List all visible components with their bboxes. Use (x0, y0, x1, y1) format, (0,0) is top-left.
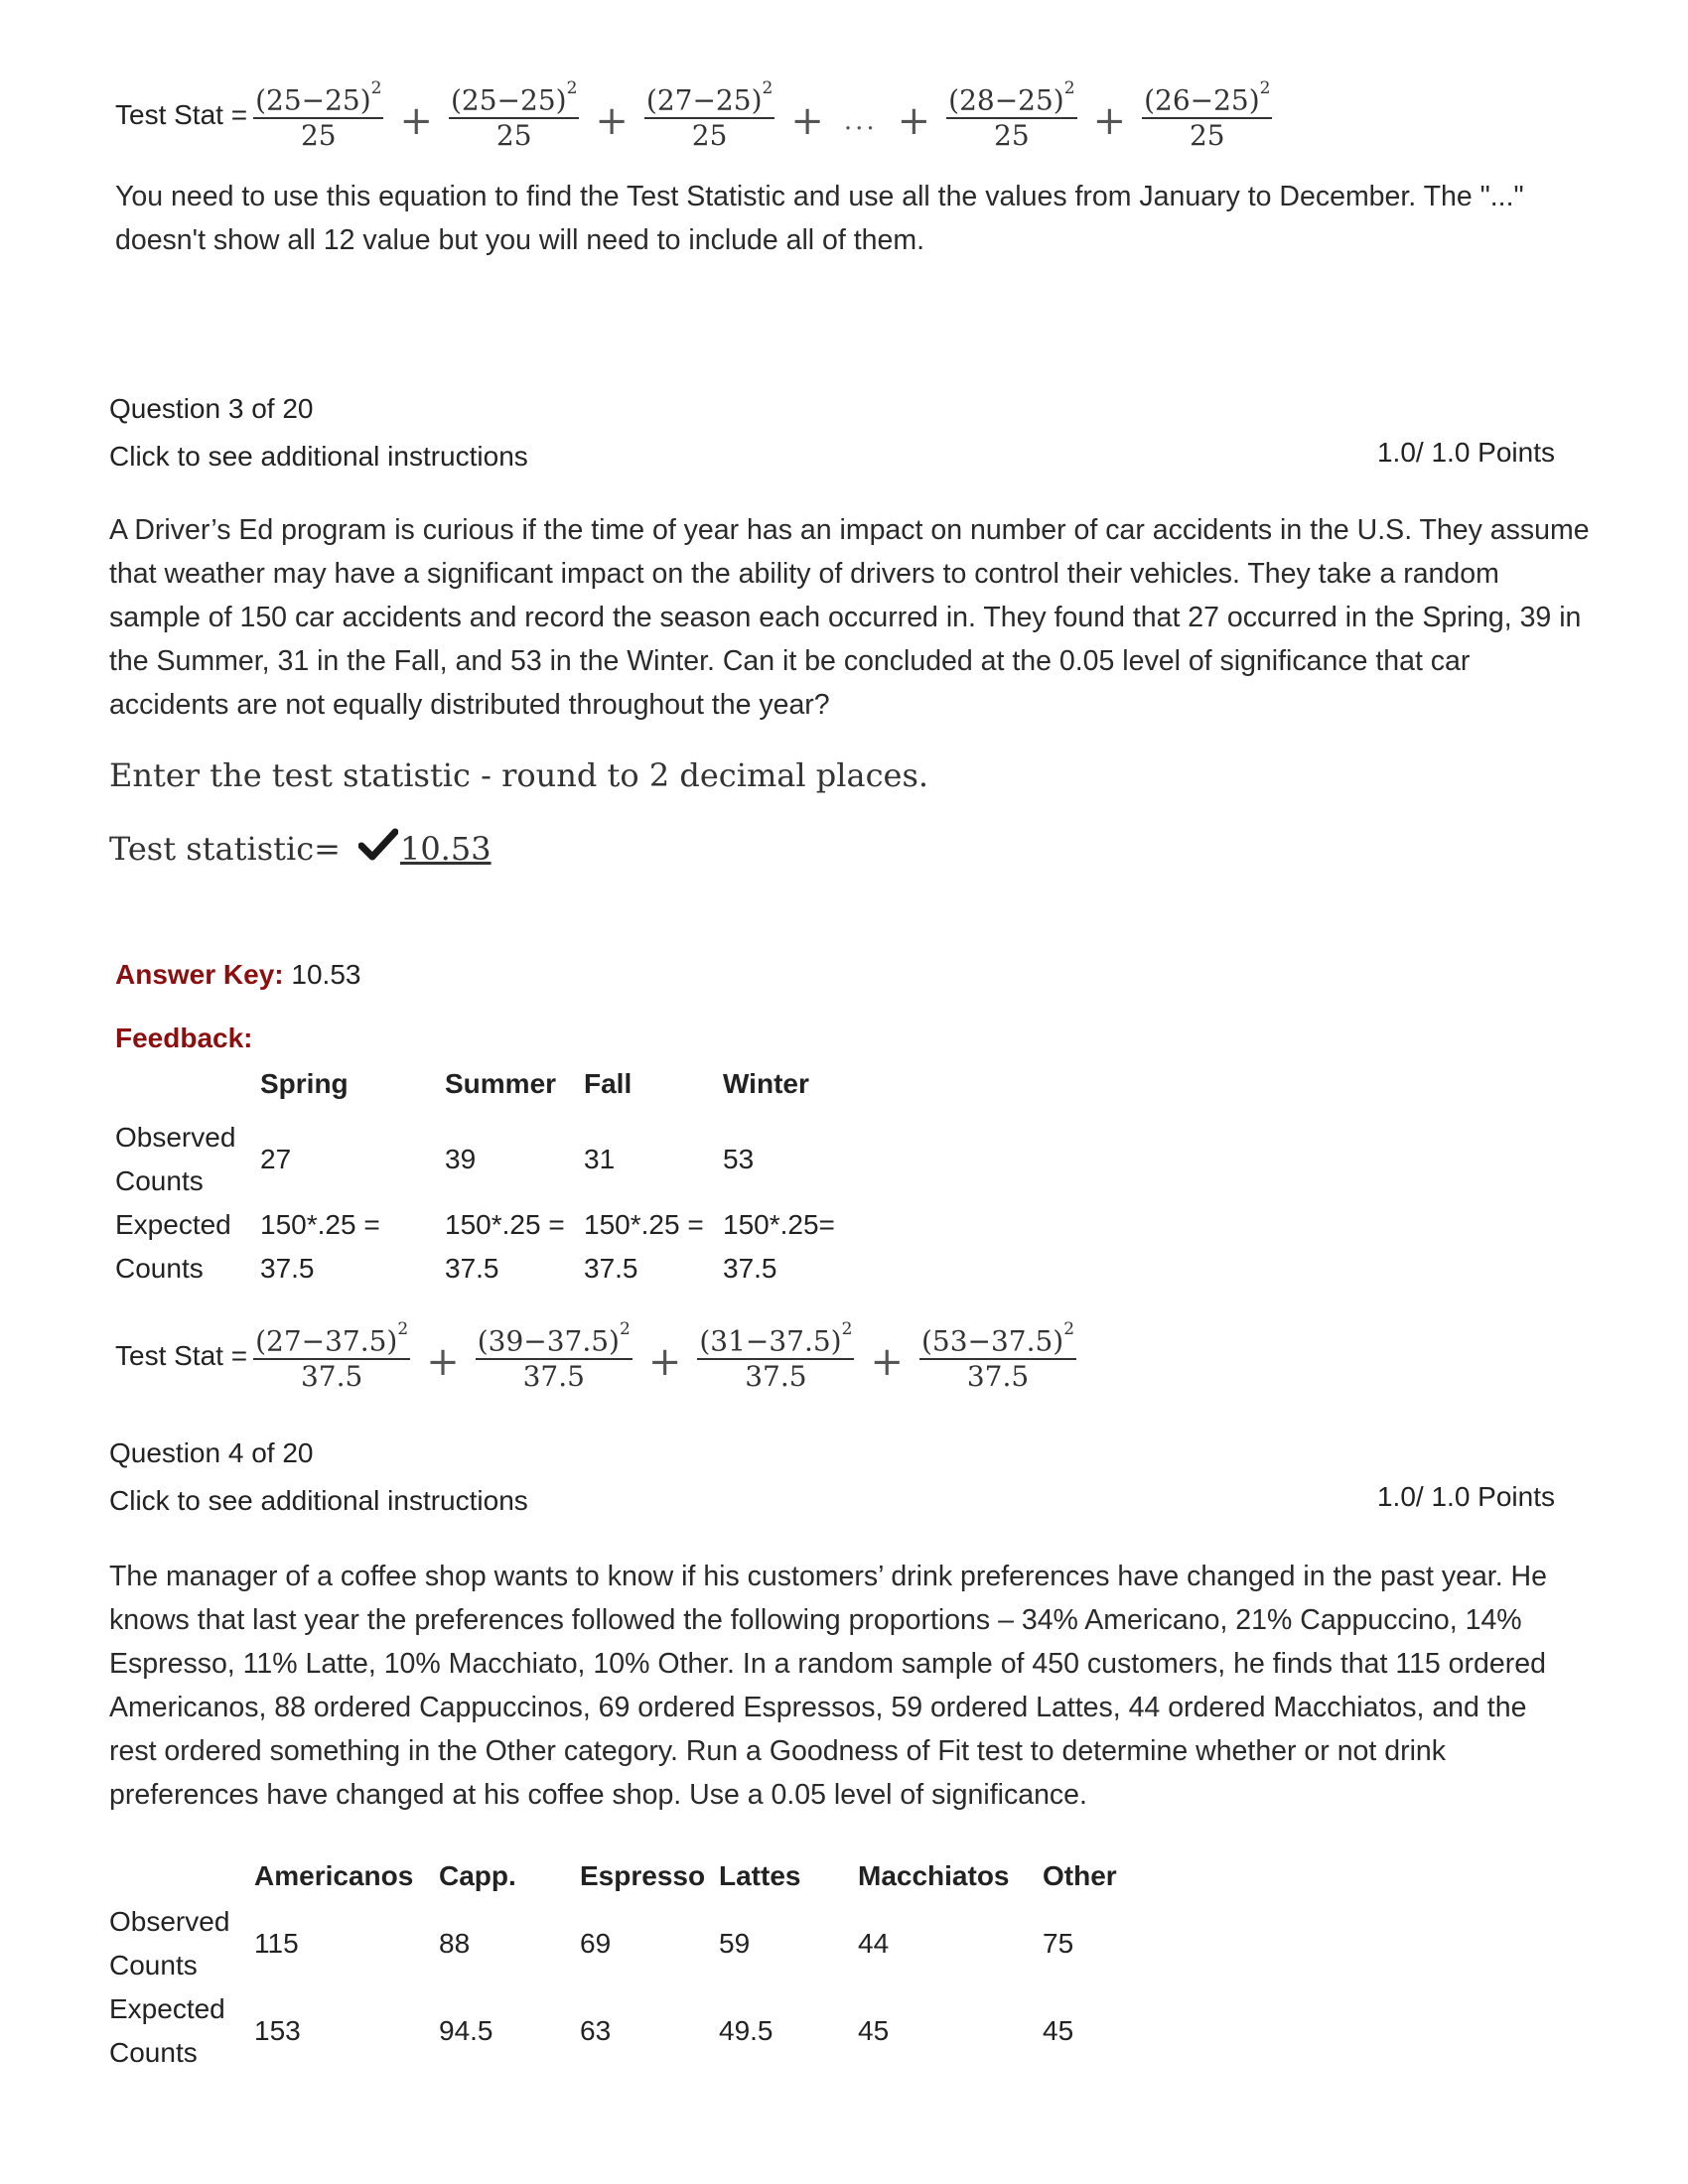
top-note-line-1: You need to use this equation to find the Test Statistic and use all the values from January to December. The "..." (115, 181, 1524, 212)
row-label: Counts (109, 1950, 198, 1980)
table-cell: 153 (254, 2015, 301, 2046)
table-cell: 45 (1043, 2015, 1074, 2046)
table-header: Americanos (254, 1860, 414, 1891)
table-header: Fall (584, 1068, 633, 1099)
formula-term: $\frac{(26-25)^2}{25}$ (1144, 78, 1271, 153)
row-label: Observed (109, 1906, 230, 1937)
answer-key-value: 10.53 (291, 959, 361, 990)
row-label: Counts (109, 2037, 198, 2068)
formula-term: $\frac{(25-25)^2}{25}$ (255, 78, 382, 153)
table-cell: 37.5 (445, 1253, 499, 1284)
formula-term: $\frac{(53-37.5)^2}{37.5}$ (920, 1319, 1075, 1394)
formula-term: $\frac{(25-25)^2}{25}$ (451, 78, 578, 153)
table-header: Lattes (719, 1860, 801, 1891)
row-label: Observed (115, 1122, 236, 1153)
table-cell: 69 (580, 1928, 612, 1959)
table-header: Summer (445, 1068, 557, 1099)
formula-label: Test Stat = (115, 99, 248, 131)
question-4-points: 1.0/ 1.0 Points (1376, 1481, 1555, 1512)
table-cell: 150*.25 = (445, 1209, 565, 1240)
table-header: Capp. (439, 1860, 516, 1891)
answer-value[interactable]: 10.53 (399, 830, 492, 868)
row-label: Expected (115, 1209, 231, 1240)
answer-key-label: Answer Key: (115, 959, 284, 990)
answer-label: Test statistic= (109, 830, 341, 868)
check-icon (358, 828, 398, 870)
table-cell: 37.5 (260, 1253, 315, 1284)
table-cell: 39 (445, 1144, 477, 1174)
table-cell: 94.5 (439, 2015, 493, 2046)
question-3-answer-row (109, 828, 492, 870)
formula-label: Test Stat = (115, 1340, 248, 1372)
top-note-line-2: doesn't show all 12 value but you will need to include all of them. (115, 224, 925, 256)
table-cell: 37.5 (723, 1253, 777, 1284)
table-cell: 75 (1043, 1928, 1074, 1959)
formula-term: $\frac{(27-25)^2}{25}$ (645, 78, 774, 153)
question-4-body: The manager of a coffee shop wants to know if his customers’ drink preferences have changed in the past year. He knows that last year the preferences followed the following proportions – 34% Americano, 21% Cappuccino, 14% Espresso, 11% Latte, 10% Macchiato, 10% Other. In a random sample of 450 customers, he finds that 115 ordered Americanos, 88 ordered Cappuccinos, 69 ordered Espressos, 59 ordered Lattes, 44 ordered Macchiatos, and the rest ordered something in the Other category. Run a Goodness of Fit test to determine whether or not drink preferences have changed at his coffee shop. Use a 0.05 level of significance. (109, 1561, 1547, 1811)
formula-term: $\frac{(31-37.5)^2}{37.5}$ (699, 1319, 853, 1394)
question-3-number: Question 3 of 20 (109, 393, 314, 424)
table-cell: 31 (584, 1144, 616, 1174)
row-label: Counts (115, 1253, 204, 1284)
row-label: Expected (109, 1993, 225, 2024)
question-3-instructions-link[interactable]: Click to see additional instructions (109, 441, 528, 472)
question-4-instructions-link[interactable]: Click to see additional instructions (109, 1485, 528, 1516)
table-cell: 53 (723, 1144, 755, 1174)
table-cell: 150*.25 = (260, 1209, 380, 1240)
table-cell: 44 (858, 1928, 890, 1959)
table-cell: 150*.25 = (584, 1209, 704, 1240)
table-cell: 49.5 (719, 2015, 774, 2046)
table-cell: 45 (858, 2015, 890, 2046)
table-cell: 150*.25= (723, 1209, 835, 1240)
table-header: Other (1043, 1860, 1117, 1891)
formula-term: $\frac{(39-37.5)^2}{37.5}$ (477, 1319, 631, 1394)
question-3-prompt: Enter the test statistic - round to 2 decimal places. (109, 756, 929, 794)
question-3-formula: Test Stat = $\frac{(27-37.5)^2}{37.5}$ + $\frac{(39-37.5)^2}{37.5}$ + $\frac{(31-37.5)^2}{37.5}$ + $\frac{(53-37.5)^2}{37.5}$ (115, 1319, 1075, 1394)
table-cell: 37.5 (584, 1253, 638, 1284)
table-cell: 88 (439, 1928, 471, 1959)
table-cell: 27 (260, 1144, 292, 1174)
table-cell: 63 (580, 2015, 612, 2046)
table-cell: 115 (254, 1928, 299, 1959)
table-cell: 59 (719, 1928, 751, 1959)
row-label: Counts (115, 1165, 204, 1196)
formula-term: $\frac{(28-25)^2}{25}$ (948, 78, 1075, 153)
answer-key (115, 959, 360, 991)
question-3-points: 1.0/ 1.0 Points (1376, 437, 1555, 468)
question-3-body: A Driver’s Ed program is curious if the time of year has an impact on number of car accidents in the U.S. They assume that weather may have a significant impact on the ability of drivers to control their vehicles. They take a random sample of 150 car accidents and record the season each occurred in. They found that 27 occurred in the Spring, 39 in the Summer, 31 in the Fall, and 53 in the Winter. Can it be concluded at the 0.05 level of significance that car accidents are not equally distributed throughout the year? (109, 514, 1590, 721)
table-header: Spring (260, 1068, 349, 1099)
top-test-stat-formula: Test Stat = $\frac{(25-25)^2}{25}$ + $\frac{(25-25)^2}{25}$ + $\frac{(27-25)^2}{25}$ + ... + $\frac{(28-25)^2}{25}$ + $\frac{(26-25)^2}{25}$ (115, 78, 1271, 153)
question-4-number: Question 4 of 20 (109, 1437, 314, 1468)
formula-term: $\frac{(27-37.5)^2}{37.5}$ (255, 1319, 409, 1394)
table-header: Macchiatos (858, 1860, 1010, 1891)
formula-ellipsis: ... (843, 106, 878, 137)
table-header: Winter (723, 1068, 809, 1099)
feedback-label: Feedback: (115, 1023, 253, 1053)
table-header: Espresso (580, 1860, 706, 1891)
